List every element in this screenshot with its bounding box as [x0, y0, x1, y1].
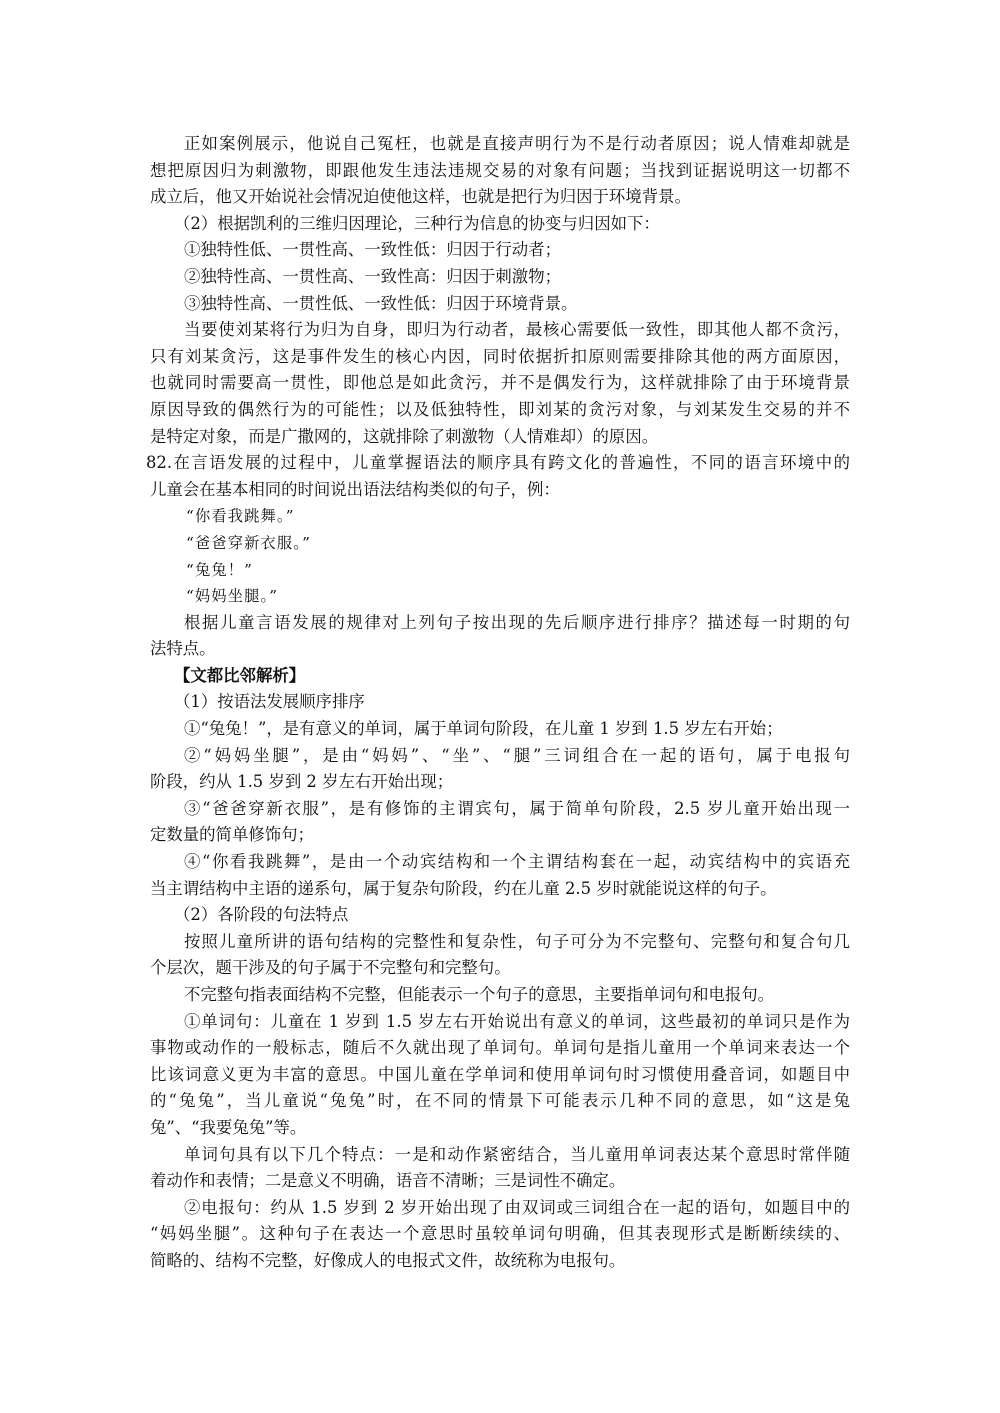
paragraph-line: 不完整句指表面结构不完整，但能表示一个句子的意思，主要指单词句和电报句。 [184, 985, 775, 1004]
question-line: 儿童会在基本相同的时间说出语法结构类似的句子，例： [150, 479, 560, 499]
paragraph-line: “妈妈坐腿”。这种句子在表达一个意思时虽较单词句明确，但其表现形式是断断续续的、 [150, 1224, 850, 1244]
paragraph-line: 事物或动作的一般标志，随后不久就出现了单词句。单词句是指儿童用一个单词来表达一个 [150, 1038, 850, 1058]
list-item: ④“你看我跳舞”，是由一个动宾结构和一个主谓结构套在一起，动宾结构中的宾语充 [184, 852, 850, 872]
paragraph-line: 是特定对象，而是广撒网的，这就排除了刺激物（人情难却）的原因。 [150, 426, 659, 446]
section-heading: （2）根据凯利的三维归因理论，三种行为信息的协变与归因如下： [174, 213, 660, 233]
paragraph-line: 正如案例展示，他说自己冤枉，也就是直接声明行为不是行动者原因；说人情难却就是 [184, 134, 850, 153]
paragraph-line: 只有刘某贪污，这是事件发生的核心内因，同时依据折扣原则需要排除其他的两方面原因， [150, 346, 850, 366]
paragraph-line: 按照儿童所讲的语句结构的完整性和复杂性，句子可分为不完整句、完整句和复合句几 [184, 931, 850, 951]
paragraph-line: 成立后，他又开始说社会情况迫使他这样，也就是把行为归因于环境背景。 [150, 187, 691, 207]
list-item: ③“爸爸穿新衣服”，是有修饰的主谓宾句，属于简单句阶段，2.5 岁儿童开始出现一 [184, 798, 850, 818]
section-heading: （2）各阶段的句法特点 [174, 905, 349, 925]
list-item: ③独特性高、一贯性低、一致性低：归因于环境背景。 [184, 293, 578, 313]
paragraph-line: 的“兔兔”，当儿童说“兔兔”时，在不同的情景下可能表示几种不同的意思，如“这是兔 [150, 1091, 850, 1111]
analysis-heading: 【文都比邻解析】 [174, 665, 306, 685]
section-heading: （1）按语法发展顺序排序 [174, 692, 365, 712]
paragraph-line: 兔”、“我要兔兔”等。 [150, 1117, 307, 1137]
paragraph-line: 当主谓结构中主语的递系句，属于复杂句阶段，约在儿童 2.5 岁时就能说这样的句子。 [150, 878, 777, 898]
paragraph-line: 着动作和表情；二是意义不明确，语音不清晰；三是词性不确定。 [150, 1171, 626, 1191]
paragraph-line: 简略的、结构不完整，好像成人的电报式文件，故统称为电报句。 [150, 1250, 626, 1270]
paragraph-line: 原因导致的偶然行为的可能性；以及低独特性，即刘某的贪污对象，与刘某发生交易的并不 [150, 399, 850, 419]
example-sentence: “爸爸穿新衣服。” [186, 533, 312, 552]
paragraph-line: 定数量的简单修饰句； [150, 825, 314, 845]
paragraph-line: 比该词意义更为丰富的意思。中国儿童在学单词和使用单词句时习惯使用叠音词，如题目中 [150, 1064, 850, 1084]
list-item: ①独特性低、一贯性高、一致性低：归因于行动者； [184, 240, 561, 260]
example-sentence: “妈妈坐腿。” [186, 587, 279, 606]
paragraph-line: 想把原因归为刺激物，即跟他发生违法违规交易的对象有问题；当找到证据说明这一切都不 [150, 160, 850, 180]
list-item: ①“兔兔！”，是有意义的单词，属于单词句阶段，在儿童 1 岁到 1.5 岁左右开始； [184, 719, 783, 739]
paragraph-line: 也就同时需要高一贯性，即他总是如此贪污，并不是偶发行为，这样就排除了由于环境背景 [150, 373, 850, 393]
list-item: ①单词句：儿童在 1 岁到 1.5 岁左右开始说出有意义的单词，这些最初的单词只是作为 [184, 1011, 850, 1031]
document-page [146, 131, 850, 1275]
paragraph-line: 当要使刘某将行为归为自身，即归为行动者，最核心需要低一致性，即其他人都不贪污， [184, 320, 850, 340]
question-line: 根据儿童言语发展的规律对上列句子按出现的先后顺序进行排序？描述每一时期的句 [184, 612, 850, 632]
paragraph-line: 单词句具有以下几个特点：一是和动作紧密结合，当儿童用单词表达某个意思时常伴随 [184, 1144, 850, 1164]
paragraph-line: 个层次，题干涉及的句子属于不完整句和完整句。 [150, 958, 511, 978]
example-sentence: “兔兔！” [186, 560, 254, 579]
question-line: 82.在言语发展的过程中，儿童掌握语法的顺序具有跨文化的普遍性，不同的语言环境中的 [146, 453, 850, 473]
question-line: 法特点。 [150, 639, 216, 659]
list-item: ②独特性高、一贯性高、一致性高：归因于刺激物； [184, 266, 561, 286]
list-item: ②电报句：约从 1.5 岁到 2 岁开始出现了由双词或三词组合在一起的语句，如题目中的 [184, 1197, 850, 1217]
list-item: ②“妈妈坐腿”，是由“妈妈”、“坐”、“腿”三词组合在一起的语句，属于电报句 [184, 745, 850, 765]
paragraph-line: 阶段，约从 1.5 岁到 2 岁左右开始出现； [150, 772, 454, 792]
example-sentence: “你看我跳舞。” [186, 507, 295, 526]
